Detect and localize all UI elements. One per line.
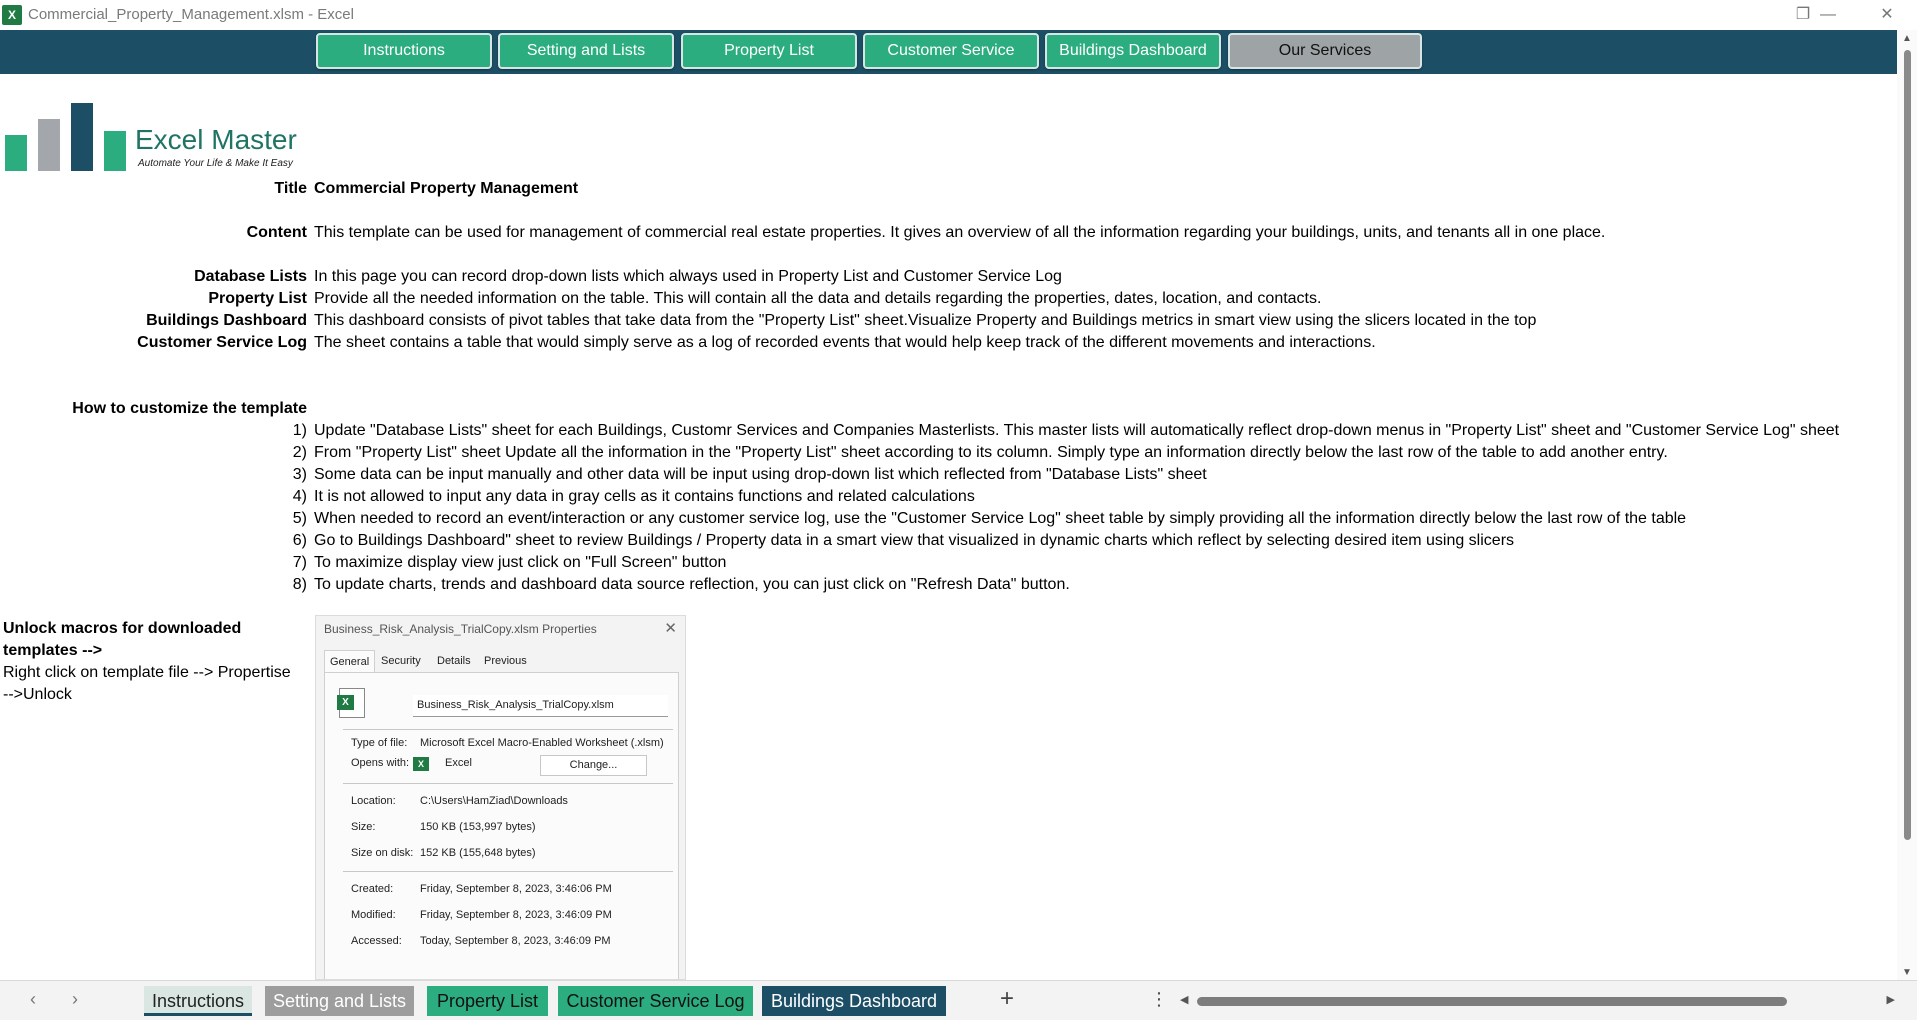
minimize-button[interactable]: — — [1820, 6, 1836, 23]
nav-buildings-dashboard-button[interactable]: Buildings Dashboard — [1045, 33, 1221, 69]
file-icon: X — [339, 688, 365, 718]
step-number: 2) — [292, 444, 307, 461]
navigation-band — [0, 30, 1917, 74]
file-name-field: Business_Risk_Analysis_TrialCopy.xlsm — [413, 695, 668, 717]
step-text: Go to Buildings Dashboard" sheet to review Buildings / Property data in a smart view that visualized in dynamic charts which reflect by selecting desired item using slicers — [314, 532, 1515, 549]
step-text: Update "Database Lists" sheet for each Buildings, Customr Services and Companies Masterlists. This master lists will automatically reflect drop-down menus in "Property List" sheet and "Customer Service Log" sheet — [314, 422, 1840, 439]
size-label: Size: — [351, 821, 376, 833]
accessed-label: Accessed: — [351, 935, 402, 947]
change-button: Change... — [540, 755, 647, 776]
nav-property-list-button[interactable]: Property List — [681, 33, 857, 69]
horizontal-scrollbar[interactable] — [1180, 993, 1895, 1009]
disk-size-label: Size on disk: — [351, 847, 414, 859]
step-text: To maximize display view just click on "Full Screen" button — [314, 554, 727, 571]
size-value: 150 KB (153,997 bytes) — [420, 821, 536, 833]
nav-instructions-button[interactable]: Instructions — [316, 33, 492, 69]
logo-bar-4 — [104, 131, 126, 171]
step-number: 7) — [292, 554, 307, 571]
scroll-up-icon[interactable]: ▲ — [1902, 33, 1912, 44]
tab-previous-versions: Previous — [484, 655, 527, 667]
opens-value: Excel — [445, 757, 472, 769]
customer-service-log-label: Customer Service Log — [137, 334, 307, 351]
close-icon: ✕ — [664, 620, 677, 637]
restore-icon[interactable]: ❐ — [1795, 6, 1811, 23]
divider — [343, 783, 673, 784]
step-text: From "Property List" sheet Update all the information in the "Property List" sheet according to its column. Simply type an information directly below the last row of the table to add another entry. — [314, 444, 1668, 461]
logo-bar-3 — [71, 103, 93, 171]
content-label: Content — [246, 224, 307, 241]
excel-icon: X — [413, 757, 429, 771]
sheet-tab-instructions[interactable]: Instructions — [144, 986, 252, 1016]
unlock-text-line2: -->Unlock — [3, 686, 72, 703]
properties-title: Business_Risk_Analysis_TrialCopy.xlsm Properties — [324, 622, 597, 636]
unlock-heading-line1: Unlock macros for downloaded — [3, 620, 242, 637]
tab-security: Security — [381, 655, 421, 667]
unlock-heading-line2: templates --> — [3, 642, 103, 659]
step-text: When needed to record an event/interaction or any customer service log, use the "Customer Service Log" sheet table by simply providing all the information directly below the last row of the table — [314, 510, 1687, 527]
scroll-down-icon[interactable]: ▼ — [1902, 967, 1912, 978]
location-label: Location: — [351, 795, 396, 807]
nav-customer-service-button[interactable]: Customer Service — [863, 33, 1039, 69]
window-title: Commercial_Property_Management.xlsm - Excel — [28, 6, 354, 23]
location-value: C:\Users\HamZiad\Downloads — [420, 795, 568, 807]
disk-size-value: 152 KB (155,648 bytes) — [420, 847, 536, 859]
divider — [343, 871, 673, 872]
file-properties-screenshot — [315, 615, 686, 980]
step-number: 4) — [292, 488, 307, 505]
close-window-button[interactable]: ✕ — [1880, 6, 1894, 23]
step-text: It is not allowed to input any data in gray cells as it contains functions and related calculations — [314, 488, 975, 505]
opens-label: Opens with: — [351, 757, 410, 769]
step-number: 3) — [292, 466, 307, 483]
add-sheet-icon[interactable]: + — [1000, 985, 1015, 1012]
sheet-tab-customer-service-log[interactable]: Customer Service Log — [558, 986, 753, 1016]
how-to-heading: How to customize the template — [72, 400, 307, 417]
database-lists-value: In this page you can record drop-down lists which always used in Property List and Customer Service Log — [314, 268, 1062, 285]
type-label: Type of file: — [351, 737, 408, 749]
database-lists-label: Database Lists — [194, 268, 307, 285]
modified-label: Modified: — [351, 909, 396, 921]
tab-general: General — [324, 650, 375, 672]
excel-master-logo — [5, 100, 325, 175]
step-number: 6) — [292, 532, 307, 549]
accessed-value: Today, September 8, 2023, 3:46:09 PM — [420, 935, 611, 947]
unlock-text-line1: Right click on template file --> Propertise — [3, 664, 291, 681]
prev-sheet-icon[interactable]: ‹ — [30, 989, 36, 1009]
modified-value: Friday, September 8, 2023, 3:46:09 PM — [420, 909, 612, 921]
customer-service-log-value: The sheet contains a table that would simply serve as a log of recorded events that would help keep track of the different movements and interactions. — [314, 334, 1376, 351]
logo-name: Excel Master — [135, 124, 297, 155]
logo-bar-1 — [5, 135, 27, 171]
step-number: 8) — [292, 576, 307, 593]
divider — [343, 729, 673, 730]
property-list-label: Property List — [208, 290, 307, 307]
content-value: This template can be used for management of commercial real estate properties. It gives an overview of all the information regarding your buildings, units, and tenants all in one place. — [314, 224, 1606, 241]
scroll-left-icon[interactable]: ◀ — [1180, 994, 1189, 1006]
step-number: 1) — [292, 422, 307, 439]
step-text: Some data can be input manually and other data will be input using drop-down list which reflected from "Database Lists" sheet — [314, 466, 1207, 483]
horizontal-scroll-thumb[interactable] — [1197, 997, 1787, 1006]
scroll-right-icon[interactable]: ▶ — [1886, 994, 1895, 1006]
title-value: Commercial Property Management — [314, 180, 579, 197]
logo-bar-2 — [38, 119, 60, 171]
type-value: Microsoft Excel Macro-Enabled Worksheet (.xlsm) — [420, 737, 664, 749]
property-list-value: Provide all the needed information on the table. This will contain all the data and details regarding the properties, dates, location, and contacts. — [314, 290, 1322, 307]
step-text: To update charts, trends and dashboard data source reflection, you can just click on "Refresh Data" button. — [314, 576, 1070, 593]
next-sheet-icon[interactable]: › — [72, 989, 78, 1009]
properties-body — [324, 672, 679, 980]
sheet-tab-setting-and-lists[interactable]: Setting and Lists — [265, 986, 414, 1016]
vertical-scroll-thumb[interactable] — [1904, 50, 1911, 840]
nav-our-services-button[interactable]: Our Services — [1228, 33, 1422, 69]
nav-settings-button[interactable]: Setting and Lists — [498, 33, 674, 69]
title-label: Title — [274, 180, 307, 197]
excel-app-icon: X — [2, 5, 22, 25]
created-label: Created: — [351, 883, 394, 895]
vertical-scrollbar[interactable] — [1897, 30, 1917, 980]
sheet-tab-buildings-dashboard[interactable]: Buildings Dashboard — [762, 986, 946, 1016]
sheet-tab-bar — [0, 980, 1917, 1020]
created-value: Friday, September 8, 2023, 3:46:06 PM — [420, 883, 612, 895]
step-number: 5) — [292, 510, 307, 527]
sheet-tab-property-list[interactable]: Property List — [427, 986, 548, 1016]
window-titlebar — [0, 0, 1917, 30]
logo-tagline: Automate Your Life & Make It Easy — [138, 158, 293, 169]
more-options-icon[interactable]: ⋮ — [1150, 989, 1168, 1009]
tab-details: Details — [437, 655, 471, 667]
buildings-dashboard-value: This dashboard consists of pivot tables that take data from the "Property List" sheet.Visualize Property and Buildings metrics in smart view using the slicers located in the top — [314, 312, 1537, 329]
unlock-instructions — [3, 618, 308, 706]
buildings-dashboard-label: Buildings Dashboard — [146, 312, 307, 329]
